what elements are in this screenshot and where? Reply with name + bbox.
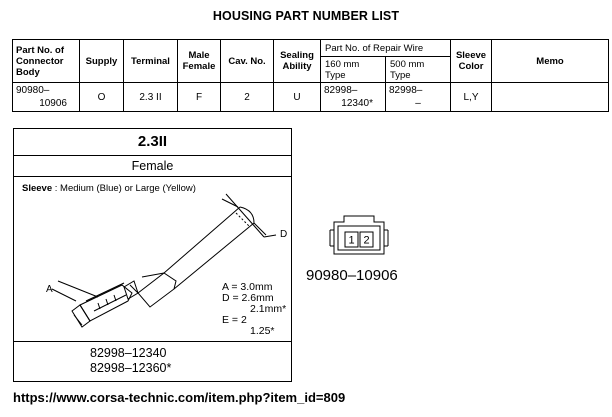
header-cav-no: Cav. No. (221, 40, 274, 83)
terminal-type: Female (14, 156, 291, 177)
header-sleeve-color: Sleeve Color (451, 40, 492, 83)
spec-a: A = 3.0mm (222, 281, 273, 293)
cell-terminal: 2.3 II (124, 83, 178, 112)
cell-sealing: U (274, 83, 321, 112)
header-500mm: 500 mm Type (386, 57, 451, 83)
sleeve-note: Sleeve : Medium (Blue) or Large (Yellow) (22, 183, 196, 194)
cell-500mm: 82998– – (386, 83, 451, 112)
cell-supply: O (80, 83, 124, 112)
housing-part-table (12, 39, 609, 112)
source-url[interactable]: https://www.corsa-technic.com/item.php?item_id=809 (13, 390, 346, 405)
cell-male-female: F (178, 83, 221, 112)
header-supply: Supply (80, 40, 124, 83)
terminal-part-numbers: 82998–12340 82998–12360* (14, 341, 291, 376)
dim-label-a: A (46, 284, 53, 295)
terminal-drawing-area (14, 177, 291, 337)
connector-face-diagram (328, 212, 392, 262)
header-part-no: Part No. of Connector Body (13, 40, 80, 83)
header-sealing: Sealing Ability (274, 40, 321, 83)
spec-d-alt: 2.1mm* (250, 303, 287, 315)
header-male-female: Male Female (178, 40, 221, 83)
cell-part-no: 90980– 10906 (13, 83, 80, 112)
table-row (13, 83, 609, 112)
cell-cav-no: 2 (221, 83, 274, 112)
cell-memo (492, 83, 609, 112)
header-terminal: Terminal (124, 40, 178, 83)
spec-e: E = 2 (222, 314, 247, 326)
terminal-heading: 2.3II (14, 129, 291, 156)
page-title: HOUSING PART NUMBER LIST (212, 9, 400, 23)
spec-d: D = 2.6mm (222, 292, 274, 304)
header-repair-wire: Part No. of Repair Wire (321, 40, 451, 57)
spec-e-alt: 1.25* (250, 325, 275, 337)
cavity-2: 2 (363, 234, 370, 247)
header-memo: Memo (492, 40, 609, 83)
dim-label-d: D (280, 229, 288, 240)
cell-sleeve-color: L,Y (451, 83, 492, 112)
terminal-panel (13, 128, 292, 382)
header-160mm: 160 mm Type (321, 57, 386, 83)
cell-160mm: 82998– 12340* (321, 83, 386, 112)
connector-part-no: 90980–10906 (306, 267, 398, 284)
cavity-1: 1 (348, 234, 355, 247)
